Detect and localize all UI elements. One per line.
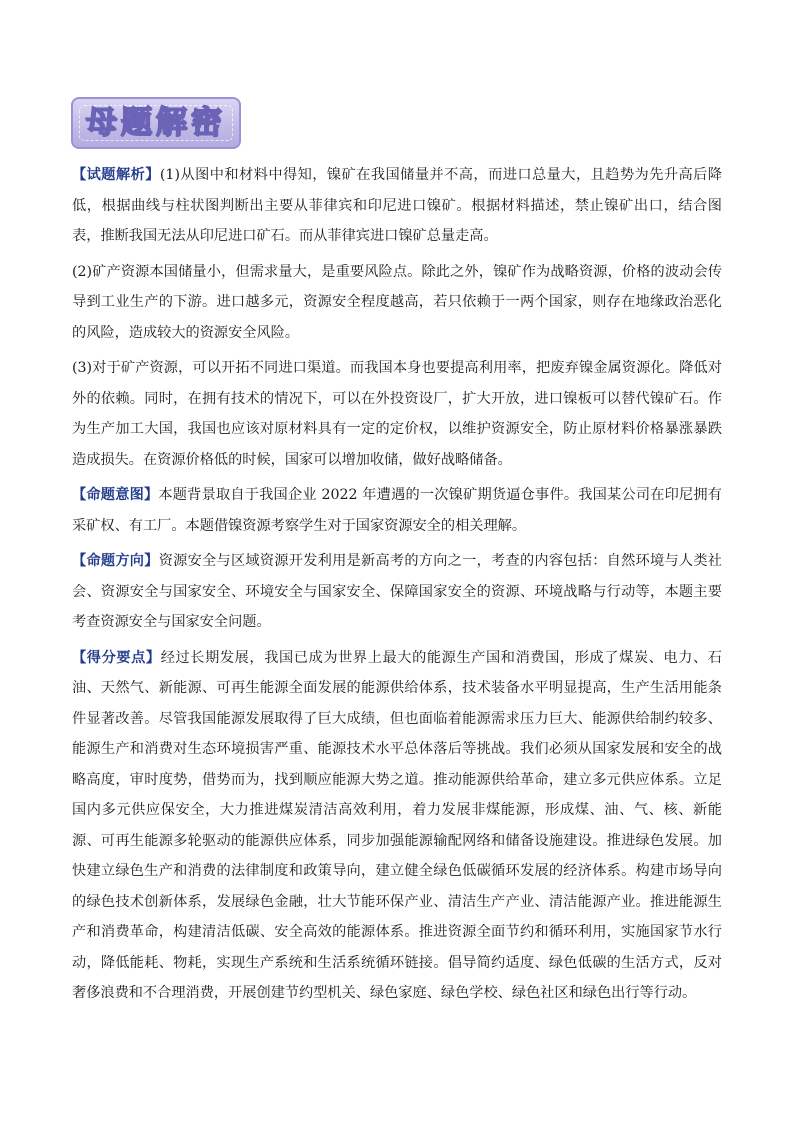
analysis-label: 【试题解析】 <box>72 167 160 183</box>
direction-paragraph <box>72 546 722 638</box>
analysis-text-3: (3)对于矿产资源，可以开拓不同进口渠道。而我国本身也要提高利用率，把废弃镍金属资源化。降低对外的依赖。同时，在拥有技术的情况下，可以在外投资设厂，扩大开放，进口镍板可以替代镍矿石。作为生产加工大国，我国也应该对原材料具有一定的定价权，以维护资源安全，防止原材料价格暴涨暴跌造成损失。在资源价格低的时候，国家可以增加收储，做好战略储备。 <box>72 360 722 468</box>
analysis-paragraph-3 <box>72 353 722 475</box>
intent-paragraph <box>72 480 722 541</box>
analysis-text-2: (2)矿产资源本国储量小，但需求量大，是重要风险点。除此之外，镍矿作为战略资源，价格的波动会传导到工业生产的下游。进口越多元，资源安全程度越高，若只依赖于一两个国家，则存在地缘政治恶化的风险，造成较大的资源安全风险。 <box>72 263 722 341</box>
analysis-paragraph-1 <box>72 160 722 252</box>
analysis-paragraph-2 <box>72 257 722 349</box>
analysis-text-1: (1)从图中和材料中得知，镍矿在我国储量并不高，而进口总量大，且趋势为先升高后降低，根据曲线与柱状图判断出主要从菲律宾和印尼进口镍矿。根据材料描述，禁止镍矿出口，结合图表，推断我国无法从印尼进口矿石。而从菲律宾进口镍矿总量走高。 <box>72 167 722 244</box>
keypoints-paragraph <box>72 643 722 1009</box>
keypoints-text: 经过长期发展，我国已成为世界上最大的能源生产国和消费国，形成了煤炭、电力、石油、天然气、新能源、可再生能源全面发展的能源供给体系，技术装备水平明显提高，生产生活用能条件显著改善。尽管我国能源发展取得了巨大成绩，但也面临着能源需求压力巨大、能源供给制约较多、能源生产和消费对生态环境损害严重、能源技术水平总体落后等挑战。我们必须从国家发展和安全的战略高度，审时度势，借势而为，找到顺应能源大势之道。推动能源供给革命，建立多元供应体系。立足国内多元供应保安全，大力推进煤炭清洁高效利用，着力发展非煤能源，形成煤、油、气、核、新能源、可再生能源多轮驱动的能源供应体系，同步加强能源输配网络和储备设施建设。推进绿色发展。加快建立绿色生产和消费的法律制度和政策导向，建立健全绿色低碳循环发展的经济体系。构建市场导向的绿色技术创新体系，发展绿色金融，壮大节能环保产业、清洁生产产业、清洁能源产业。推进能源生产和消费革命，构建清洁低碳、安全高效的能源体系。推进资源全面节约和循环利用，实施国家节水行动，降低能耗、物耗，实现生产系统和生活系统循环链接。倡导简约适度、绿色低碳的生活方式，反对奢侈浪费和不合理消费，开展创建节约型机关、绿色家庭、绿色学校、绿色社区和绿色出行等行动。 <box>72 649 722 1001</box>
direction-text: 资源安全与区域资源开发利用是新高考的方向之一，考查的内容包括：自然环境与人类社会、资源安全与国家安全、环境安全与国家安全、保障国家安全的资源、环境战略与行动等，本题主要考查资源安全与国家安全问题。 <box>72 553 722 630</box>
intent-label: 【命题意图】 <box>72 487 159 503</box>
direction-label: 【命题方向】 <box>72 553 159 569</box>
keypoints-label: 【得分要点】 <box>72 649 161 666</box>
answer-content <box>72 160 722 1014</box>
badge-title: 母题解密 <box>86 104 226 141</box>
section-title-badge <box>71 97 241 149</box>
intent-text: 本题背景取自于我国企业 2022 年遭遇的一次镍矿期货逼仓事件。我国某公司在印尼拥有采矿权、有工厂。本题借镍资源考察学生对于国家资源安全的相关理解。 <box>72 487 722 534</box>
